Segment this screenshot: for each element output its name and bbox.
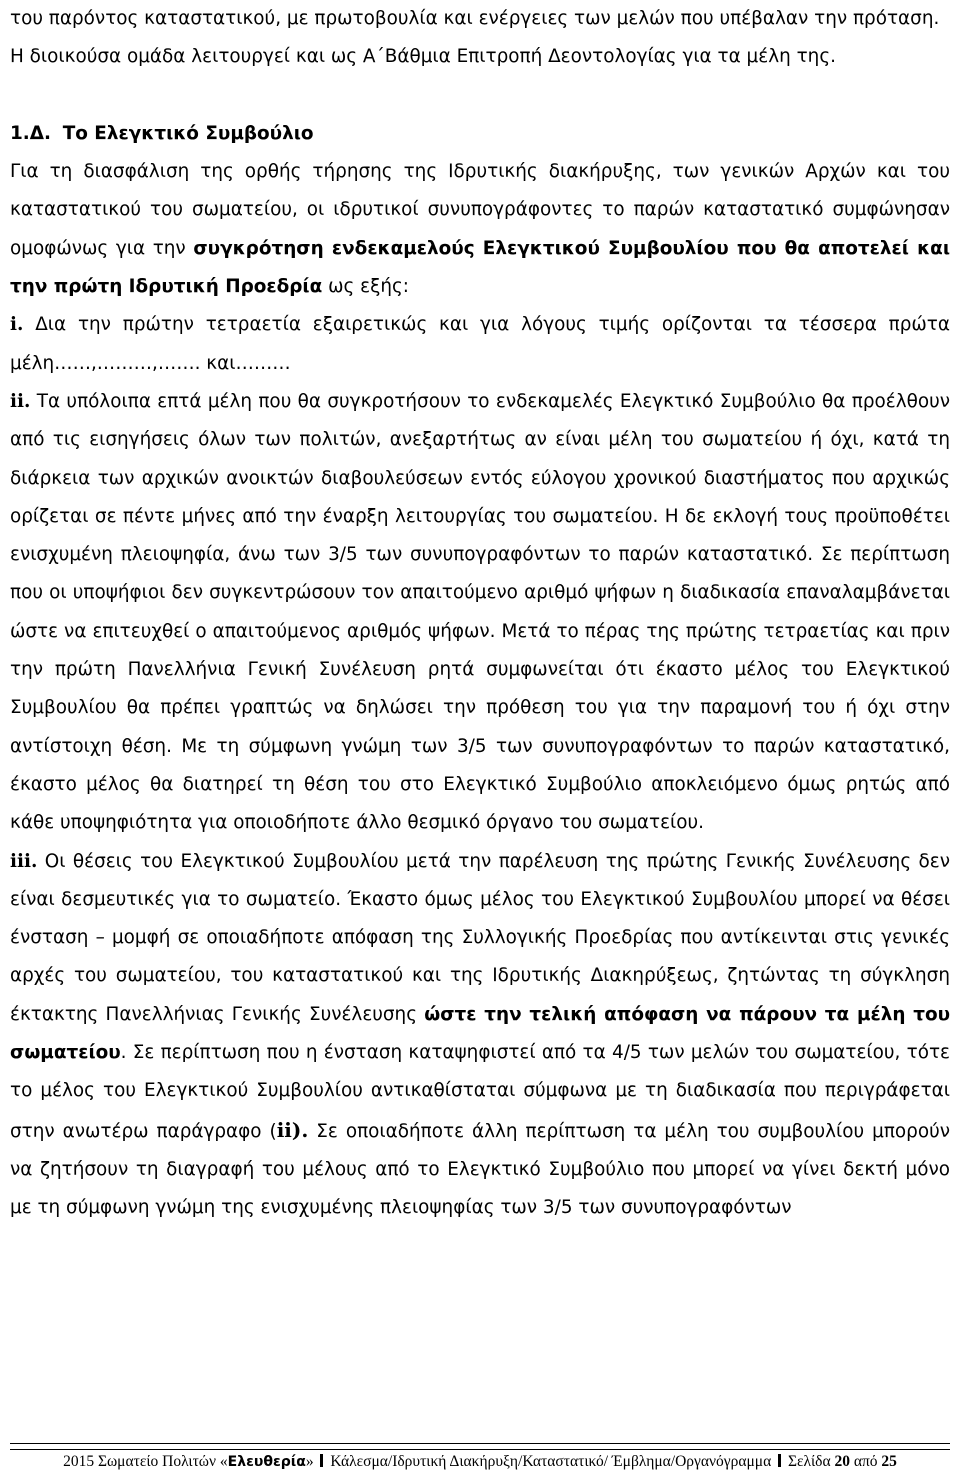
spacer [10,77,950,115]
intro-line-1: του παρόντος καταστατικού, με πρωτοβουλία και ενέργειες των μελών που υπέβαλαν την πρόταση. [10,8,940,29]
list-text-iii-a: Οι θέσεις του Ελεγκτικού Συμβουλίου μετά την παρέλευση της πρώτης Γενικής Συνέλευσης δεν είναι δεσμευτικές για το σωματείο. Έκαστο όμως μέλος του Ελεγκτικού Συμβουλίου μπορεί να θέσει ένσταση – μομφή σε οποιαδήποτε απόφαση της Συλλογικής Προεδρίας που αντίκεινται στις γενικές αρχές του σωματείου, του καταστατικού και της Ιδρυτικής Διακηρύξεως, ζητώντας τη σύγκληση έκτακτης Πανελλήνιας Γενικής Συνέλευσης [10,850,950,1025]
footer-brand-close: » [305,1453,314,1470]
footer-page-total: 25 [881,1453,897,1470]
footer-year-org: 2015 Σωματείο Πολιτών « [63,1453,228,1470]
footer-page-of: από [853,1453,878,1470]
intro-line-2: Η διοικούσα ομάδα λειτουργεί και ως Α΄Βάθμια Επιτροπή Δεοντολογίας για τα μέλη της. [10,46,836,68]
footer-brand: Ελευθερία [227,1454,306,1470]
list-text-iii-bold: ώστε την τελική απόφαση να πάρουν τα μέλη του σωματείου [10,1003,951,1064]
footer-page-label: Σελίδα [787,1453,831,1470]
list-marker-i: i. [10,314,24,336]
intro-paragraph [10,0,950,77]
para1-text-b: ως εξής: [322,276,409,298]
list-item-iii [10,843,950,1228]
footer-separator [320,1454,323,1467]
document-page [10,0,950,1228]
footer-text [10,1449,950,1474]
section-number: 1.Δ. [10,122,52,144]
para1-bold: συγκρότηση ενδεκαμελούς Ελεγκτικού Συμβουλίου που θα αποτελεί και την πρώτη Ιδρυτική Προεδρία [10,237,950,298]
list-marker-ii: ii. [10,390,31,412]
list-text-iii-c: Σε οποιαδήποτε άλλη περίπτωση τα μέλη του συμβουλίου μπορούν να ζητήσουν τη διαγραφή του μέλους από το Ελεγκτικό Συμβούλιο που μπορεί να γίνει δεκτή μόνο με τη σύμφωνη γνώμη της ενισχυμένης πλειοψηφίας των 3/5 των συνυπογραφόντων [10,1120,950,1219]
list-item-i [10,306,950,383]
section-title: Το Ελεγκτικό Συμβούλιο [62,122,314,144]
list-text-iii-b: . Σε περίπτωση που η ένσταση καταψηφιστεί από τα 4/5 των μελών του σωματείου, τότε το μέλος του Ελεγκτικού Συμβουλίου αντικαθίσταται σύμφωνα με τη διαδικασία που περιγράφεται στην ανωτέρω παράγραφο ( [10,1042,950,1142]
list-marker-iii: iii. [10,850,38,872]
list-text-ii: Τα υπόλοιπα επτά μέλη που θα συγκροτήσουν το ενδεκαμελές Ελεγκτικό Συμβούλιο θα προέλθουν από τις εισηγήσεις όλων των πολιτών, ανεξαρτήτως αν είναι μέλη του σωματείου ή όχι, κατά τη διάρκεια των αρχικών ανοικτών διαβουλεύσεων εντός εύλογου χρονικού διαστήματος που αρχικώς ορίζεται σε πέντε μήνες από την έναρξη λειτουργίας του σωματείου. Η δε εκλογή τους προϋποθέτει ενισχυμένη πλειοψηφία, άνω των 3/5 των συνυπογραφόντων το παρών καταστατικό. Σε περίπτωση που οι υποψήφιοι δεν συγκεντρώσουν τον απαιτούμενο αριθμό ψήφων η διαδικασία επαναλαμβάνεται ώστε να επιτευχθεί ο απαιτούμενος αριθμός ψήφων. Μετά το πέρας της πρώτης τετραετίας και πριν την πρώτη Πανελλήνια Γενική Συνέλευση ρητά συμφωνείται ότι έκαστο μέλος του Ελεγκτικού Συμβουλίου θα πρέπει γραπτώς να δηλώσει την πρόθεση του για την παραμονή του ή όχι στην αντίστοιχη θέση. Με τη σύμφωνη γνώμη των 3/5 των συνυπογραφόντων το παρών καταστατικό, έκαστο μέλος θα διατηρεί τη θέση του στο Ελεγκτικό Συμβούλιο αποκλειόμενο όμως ρητώς από κάθε υποψηφιότητα για οποιοδήποτε άλλο θεσμικό όργανο του σωματείου. [10,390,950,834]
footer-path: Κάλεσμα/Ιδρυτική Διακήρυξη/Καταστατικό/ Έμβλημα/Οργανόγραμμα [330,1453,772,1470]
para1-text-a: Για τη διασφάλιση της ορθής τήρησης της Ιδρυτικής διακήρυξης, των γενικών Αρχών και του καταστατικού του σωματείου, οι ιδρυτικοί συνυπογράφοντες το παρών καταστατικό συμφώνησαν ομοφώνως για την [10,161,950,259]
list-text-i: Δια την πρώτην τετραετία εξαιρετικώς και για λόγους τιμής ορίζονται τα τέσσερα πρώτα μέλη……,………,……. και……… [10,314,950,374]
footer-page-current: 20 [834,1453,850,1470]
list-item-ii [10,383,950,843]
section-heading [10,115,950,153]
footer-separator [778,1454,781,1467]
paragraph-reference: ii). [276,1117,309,1142]
paragraph-intro-council [10,153,950,306]
page-footer [10,1443,950,1474]
